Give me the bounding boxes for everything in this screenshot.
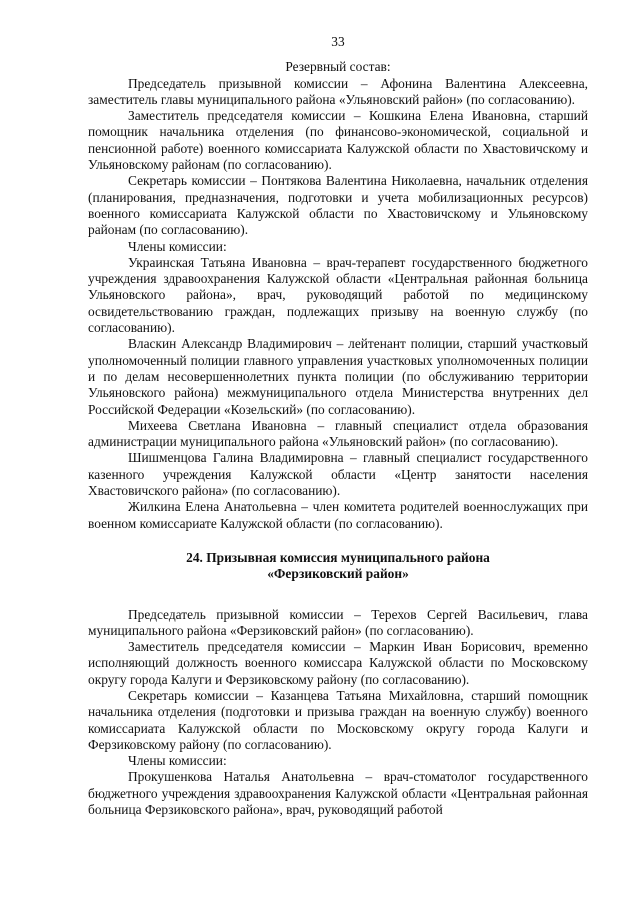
reserve-member: Шишменцова Галина Владимировна – главный специалист государственного казенного учреждения Калужской области «Центр занятости населения Хвастовичского района» (по согласованию).	[88, 450, 588, 499]
section-24-deputy-chairman: Заместитель председателя комиссии – Маркин Иван Борисович, временно исполняющий должность военного комиссара Калужской области по Московскому округу города Калуги и Ферзиковскому району (по согласованию).	[88, 639, 588, 687]
section-24-chairman: Председатель призывной комиссии – Терехов Сергей Васильевич, глава муниципального района «Ферзиковский район» (по согласованию).	[88, 606, 588, 638]
document-page	[88, 34, 588, 818]
section-24-composition-list	[88, 607, 588, 819]
section-24-members-label: Члены комиссии:	[128, 753, 227, 769]
reserve-composition-list	[88, 76, 588, 532]
reserve-deputy-chairman: Заместитель председателя комиссии – Кошкина Елена Ивановна, старший помощник начальника отделения (по финансово-экономической, социальной и пенсионной работе) военного комиссариата Калужской области по Хвастовичскому и Ульяновскому районам (по согласованию).	[88, 108, 588, 173]
reserve-member: Михеева Светлана Ивановна – главный специалист отдела образования администрации муниципального района «Ульяновский район» (по согласованию).	[88, 417, 588, 450]
section-24-title-line-2: «Ферзиковский район»	[267, 566, 409, 582]
section-24-member: Прокушенкова Наталья Анатольевна – врач-стоматолог государственного бюджетного учреждения здравоохранения Калужской области «Центральная районная больница Ферзиковского района», врач, руководящий работой	[88, 769, 588, 818]
section-24-title	[88, 550, 588, 583]
reserve-member: Украинская Татьяна Ивановна – врач-терапевт государственного бюджетного учреждения здравоохранения Калужской области «Центральная районная больница Ульяновского района», врач, руководящий работой по медицинскому освидетельствованию граждан, подлежащих призыву на военную службу (по согласованию).	[88, 254, 588, 336]
reserve-member: Власкин Александр Владимирович – лейтенант полиции, старший участковый уполномоченный полиции главного управления участковых уполномоченных полиции и по делам несовершеннолетних пункта полиции (по обслуживанию территории Ульяновского района) межмуниципального отдела Министерства внутренних дел Российской Федерации «Козельский» (по согласованию).	[88, 336, 588, 417]
reserve-chairman: Председатель призывной комиссии – Афонина Валентина Алексеевна, заместитель главы муниципального района «Ульяновский район» (по согласованию).	[88, 75, 588, 107]
section-24-title-line-1: 24. Призывная комиссия муниципального района	[186, 549, 490, 565]
section-24-secretary: Секретарь комиссии – Казанцева Татьяна Михайловна, старший помощник начальника отделения (подготовки и призыва граждан на военную службу) военного комиссариата Калужской области по Московскому округу города Калуги и Ферзиковскому району (по согласованию).	[88, 687, 588, 752]
reserve-member: Жилкина Елена Анатольевна – член комитета родителей военнослужащих при военном комиссариате Калужской области (по согласованию).	[88, 499, 588, 531]
reserve-secretary: Секретарь комиссии – Понтякова Валентина Николаевна, начальник отделения (планирования, предназначения, подготовки и учета мобилизационных ресурсов) военного комиссариата Калужской области по Хвастовичскому и Ульяновскому районам (по согласованию).	[88, 173, 588, 238]
reserve-composition-heading: Резервный состав:	[285, 59, 391, 75]
page-number: 33	[331, 34, 345, 49]
reserve-members-label: Члены комиссии:	[128, 238, 227, 254]
